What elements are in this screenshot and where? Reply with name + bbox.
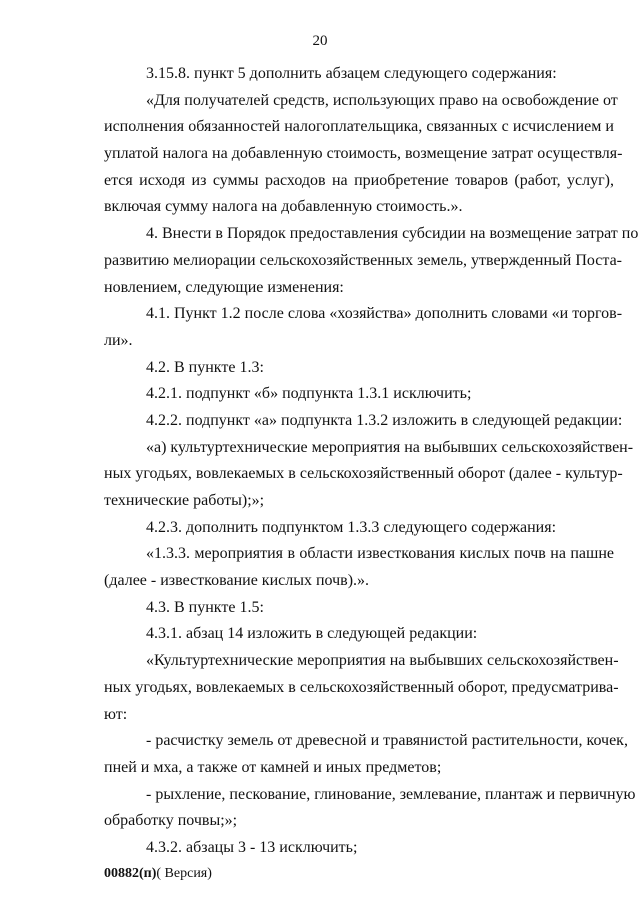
text-line: ется исходя из суммы расходов на приобретение товаров (работ, услуг), — [104, 171, 614, 189]
text-line: ных угодьях, вовлекаемых в сельскохозяйственный оборот, предусматрива- — [104, 678, 619, 696]
document-footer — [104, 866, 212, 882]
text-line: - рыхление, пескование, глинование, землевание, плантаж и первичную — [146, 785, 636, 803]
text-line: развитию мелиорации сельскохозяйственных земель, утвержденный Поста- — [104, 251, 623, 269]
text-line: «1.3.3. мероприятия в области известкования кислых почв на пашне — [146, 545, 614, 563]
page-number: 20 — [312, 33, 328, 49]
text-line: уплатой налога на добавленную стоимость, возмещение затрат осуществля- — [104, 145, 623, 163]
text-line: 4.3.2. абзацы 3 - 13 исключить; — [146, 838, 358, 856]
document-version: ( Версия) — [156, 866, 212, 881]
text-line: ных угодьях, вовлекаемых в сельскохозяйственный оборот (далее - культур- — [104, 465, 623, 483]
text-line: 4.3.1. абзац 14 изложить в следующей редакции: — [146, 625, 478, 643]
text-line: 3.15.8. пункт 5 дополнить абзацем следующего содержания: — [146, 65, 557, 82]
text-line: 4.1. Пункт 1.2 после слова «хозяйства» дополнить словами «и торгов- — [146, 305, 623, 323]
text-line: 4.2. В пункте 1.3: — [146, 358, 264, 376]
text-line: «Для получателей средств, использующих право на освобождение от — [146, 91, 618, 109]
document-code: 00882(п) — [104, 866, 157, 881]
text-line: 4.3. В пункте 1.5: — [146, 598, 264, 616]
text-line: технические работы);»; — [104, 492, 265, 509]
text-line: пней и мха, а также от камней и иных предметов; — [104, 758, 442, 776]
text-line: исполнения обязанностей налогоплательщика, связанных с исчислением и — [104, 118, 614, 136]
text-line: «а) культуртехнические мероприятия на выбывших сельскохозяйствен- — [146, 438, 634, 456]
text-line: 4.2.1. подпункт «б» подпункта 1.3.1 исключить; — [146, 385, 472, 403]
text-line: 4. Внести в Порядок предоставления субсидии на возмещение затрат по — [146, 225, 639, 243]
text-line: - расчистку земель от древесной и травянистой растительности, кочек, — [146, 732, 628, 750]
document-body — [104, 61, 639, 862]
text-line: включая сумму налога на добавленную стоимость.». — [104, 198, 463, 216]
text-line: 4.2.2. подпункт «а» подпункта 1.3.2 изложить в следующей редакции: — [146, 411, 623, 429]
text-line: «Культуртехнические мероприятия на выбывших сельскохозяйствен- — [146, 652, 619, 670]
text-line: ют: — [104, 705, 128, 723]
text-line: 4.2.3. дополнить подпунктом 1.3.3 следующего содержания: — [146, 518, 557, 536]
text-line: новлением, следующие изменения: — [104, 278, 344, 296]
text-line: обработку почвы;»; — [104, 812, 238, 830]
text-line: ли». — [104, 331, 133, 349]
text-line: (далее - известкование кислых почв).». — [104, 572, 370, 590]
